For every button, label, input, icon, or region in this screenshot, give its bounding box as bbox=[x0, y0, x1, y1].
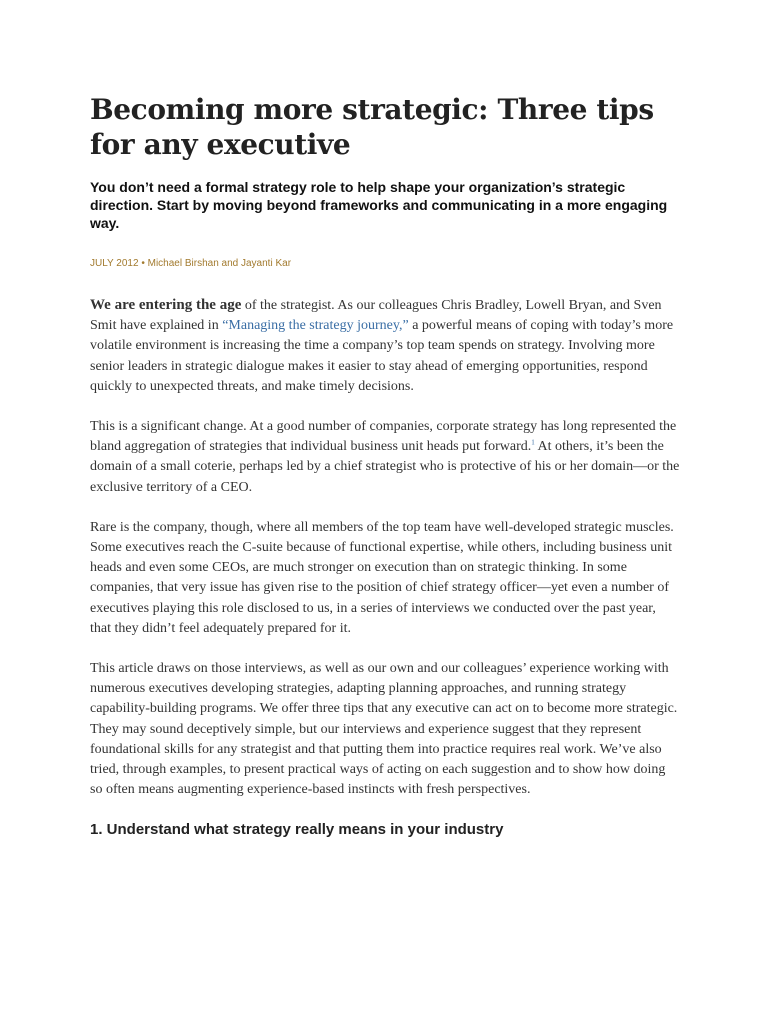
article bbox=[90, 92, 680, 840]
paragraph-1-text-b: a powerful means of coping with today’s more volatile environment is increasing the time a company’s top team spends on strategy. Involving more senior leaders in strategic dialogue makes it easier to stay ahead of emerging opportunities, respond quickly to unexpected threats, and make timely decisions. bbox=[90, 318, 674, 394]
article-byline: JULY 2012 • Michael Birshan and Jayanti Kar bbox=[90, 258, 292, 269]
footnote-1-link[interactable]: 1 bbox=[531, 438, 535, 447]
paragraph-2 bbox=[90, 417, 680, 498]
section-1-heading: 1. Understand what strategy really means in your industry bbox=[90, 821, 504, 839]
paragraph-1-text-a: of the strategist. As our colleagues Chris Bradley, Lowell Bryan, and Sven Smit have explained in bbox=[90, 298, 662, 334]
lead-in-text: We are entering the age bbox=[90, 297, 242, 313]
article-body bbox=[90, 295, 680, 840]
managing-strategy-journey-link[interactable]: “Managing the strategy journey,” bbox=[222, 318, 409, 334]
paragraph-1 bbox=[90, 295, 680, 397]
paragraph-4: This article draws on those interviews, as well as our own and our colleagues’ experience working with numerous executives developing strategies, adapting planning approaches, and running strategy capability-building programs. We offer three tips that any executive can act on to become more strategic. They may sound deceptively simple, but our interviews and experience suggest that they represent foundational skills for any strategist and that putting them into practice requires real work. We’ve also tried, through examples, to present practical ways of acting on each suggestion and to show how doing so often means augmenting experience-based instincts with fresh perspectives. bbox=[90, 661, 678, 798]
paragraph-2-text-a: This is a significant change. At a good number of companies, corporate strategy has long represented the bland aggregation of strategies that individual business unit heads put forward. bbox=[90, 419, 677, 455]
article-title: Becoming more strategic: Three tips for any executive bbox=[90, 93, 654, 161]
paragraph-3: Rare is the company, though, where all members of the top team have well-developed strategic muscles. Some executives reach the C-suite because of functional expertise, while others, including business unit heads and even some CEOs, are much stronger on execution than on strategic thinking. In some companies, that very issue has given rise to the position of chief strategy officer—yet even a number of executives playing this role disclosed to us, in a series of interviews we conducted over the past year, that they didn’t feel adequately prepared for it. bbox=[90, 519, 674, 636]
paragraph-2-text-b: At others, it’s been the domain of a small coterie, perhaps led by a chief strategist who is protective of his or her domain—or the exclusive territory of a CEO. bbox=[90, 439, 680, 495]
article-dek: You don’t need a formal strategy role to help shape your organization’s strategic direction. Start by moving beyond frameworks and communicating in a more engaging way. bbox=[90, 179, 668, 231]
